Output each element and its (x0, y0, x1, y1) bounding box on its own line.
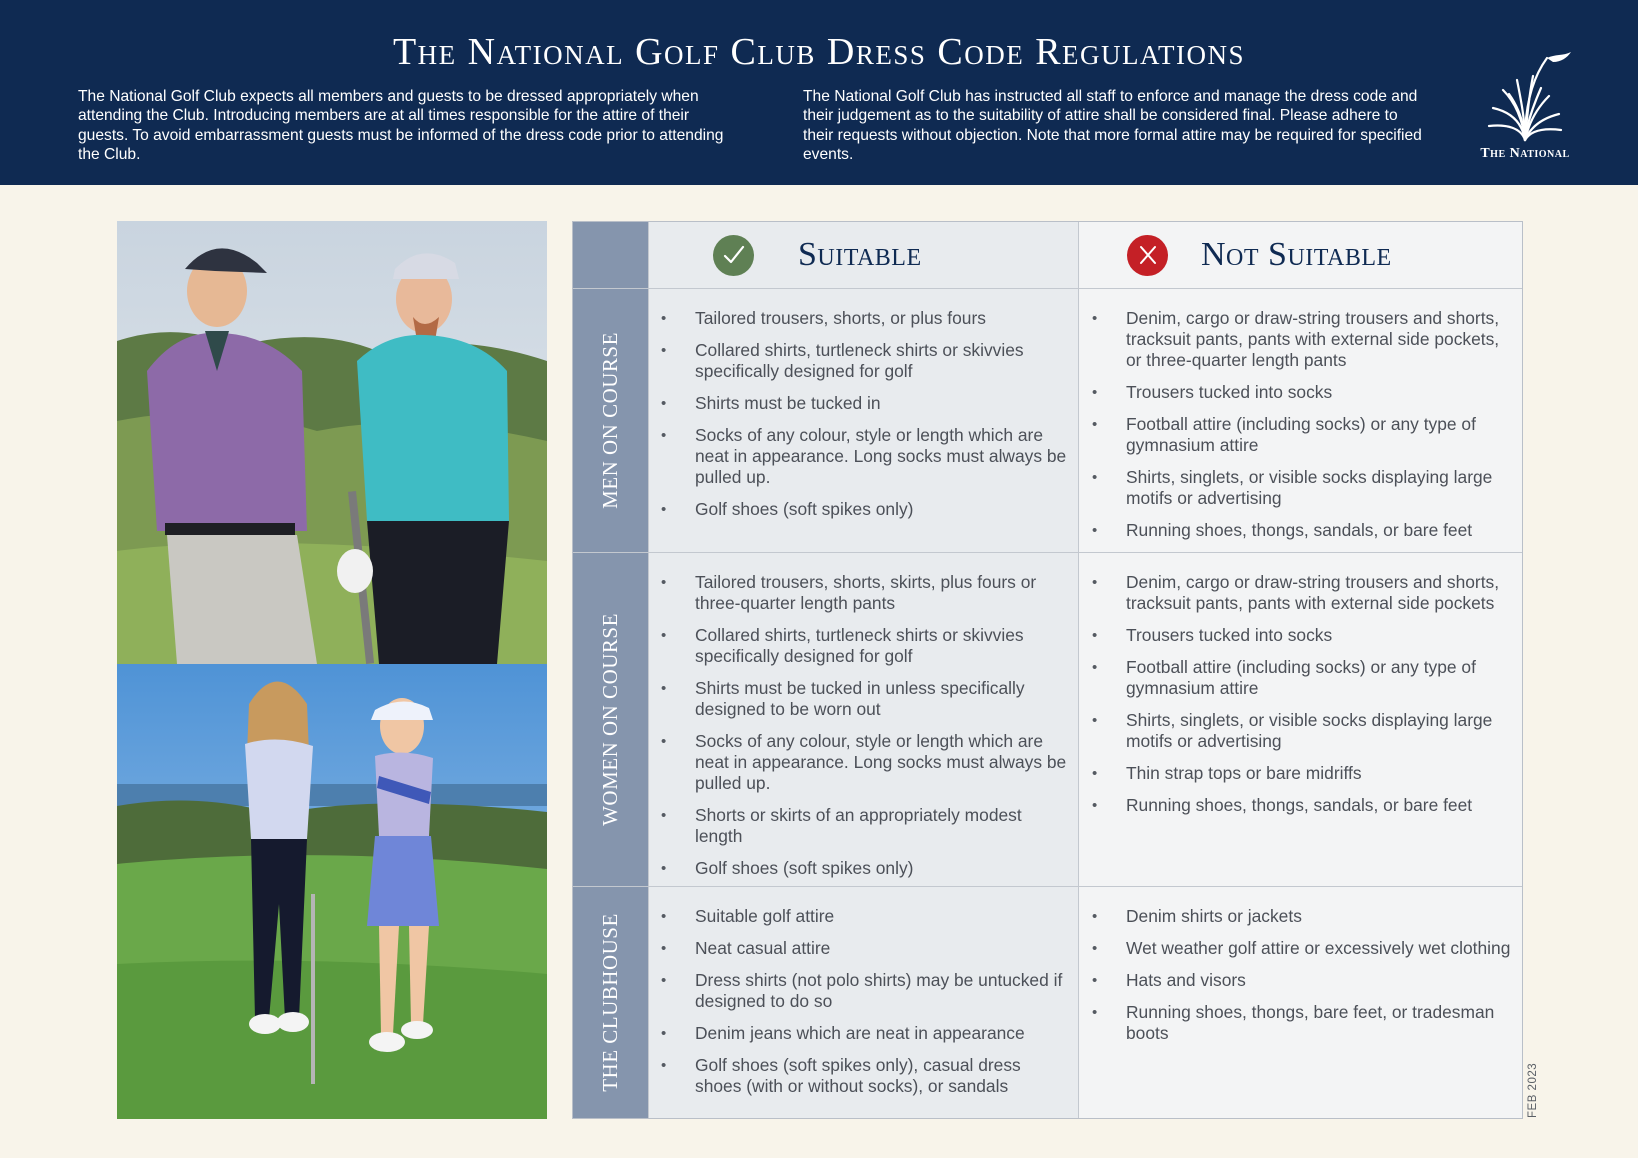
list-item: • Running shoes, thongs, bare feet, or tradesman boots (1084, 1002, 1514, 1044)
women-not-suitable-list (1084, 572, 1514, 827)
list-item: • Hats and visors (1084, 970, 1514, 991)
list-item: • Tailored trousers, shorts, skirts, plus fours or three-quarter length pants (653, 572, 1068, 614)
list-item: • Shirts, singlets, or visible socks displaying large motifs or advertising (1084, 467, 1514, 509)
intro-right: The National Golf Club has instructed all staff to enforce and manage the dress code and their judgement as to the suitability of attire shall be considered final. Please adhere to their requests without objection. Note that more formal attire may be required for specified events. (803, 88, 1422, 164)
list-item: • Golf shoes (soft spikes only) (653, 499, 1068, 520)
list-item: • Socks of any colour, style or length which are neat in appearance. Long socks must always be pulled up. (653, 425, 1068, 488)
checkmark-icon (713, 235, 754, 276)
suitable-label: Suitable (798, 236, 922, 273)
list-item: • Trousers tucked into socks (1084, 625, 1514, 646)
list-item: • Dress shirts (not polo shirts) may be untucked if designed to do so (653, 970, 1068, 1012)
club-logo (1460, 50, 1590, 170)
list-item: • Suitable golf attire (653, 906, 1068, 927)
divider (573, 288, 1522, 289)
list-item: • Denim jeans which are neat in appearance (653, 1023, 1068, 1044)
suitable-header (713, 222, 922, 288)
photo-women-golfers (117, 664, 547, 1119)
list-item: • Golf shoes (soft spikes only), casual dress shoes (with or without socks), or sandals (653, 1055, 1068, 1097)
list-item: • Shirts must be tucked in unless specifically designed to be worn out (653, 678, 1068, 720)
clubhouse-not-suitable-list (1084, 906, 1514, 1055)
list-item: • Collared shirts, turtleneck shirts or skivvies specifically designed for golf (653, 340, 1068, 382)
list-item: • Running shoes, thongs, sandals, or bare feet (1084, 795, 1514, 816)
men-not-suitable-list (1084, 308, 1514, 552)
list-item: • Trousers tucked into socks (1084, 382, 1514, 403)
divider (573, 552, 1522, 553)
list-item: • Shirts must be tucked in (653, 393, 1068, 414)
dress-code-table (572, 221, 1523, 1119)
clubhouse-suitable-list (653, 906, 1068, 1108)
cross-icon (1127, 235, 1168, 276)
list-item: • Neat casual attire (653, 938, 1068, 959)
list-item: • Running shoes, thongs, sandals, or bare feet (1084, 520, 1514, 541)
list-item: • Football attire (including socks) or any type of gymnasium attire (1084, 657, 1514, 699)
list-item: • Denim, cargo or draw-string trousers and shorts, tracksuit pants, pants with external side pockets (1084, 572, 1514, 614)
header-banner (0, 0, 1638, 185)
list-item: • Tailored trousers, shorts, or plus fours (653, 308, 1068, 329)
list-item: • Thin strap tops or bare midriffs (1084, 763, 1514, 784)
list-item: • Golf shoes (soft spikes only) (653, 858, 1068, 879)
page-title: The National Golf Club Dress Code Regulations (392, 31, 1246, 73)
list-item: • Socks of any colour, style or length which are neat in appearance. Long socks must always be pulled up. (653, 731, 1068, 794)
row-label-men: MEN ON COURSE (598, 331, 623, 509)
footer-date: FEB 2023 (1527, 1062, 1539, 1118)
list-item: • Denim, cargo or draw-string trousers and shorts, tracksuit pants, pants with external side pockets, or three-quarter length pants (1084, 308, 1514, 371)
list-item: • Denim shirts or jackets (1084, 906, 1514, 927)
photo-men-golfers (117, 221, 547, 664)
row-label-women: WOMEN ON COURSE (598, 612, 622, 826)
intro-left: The National Golf Club expects all members and guests to be dressed appropriately when attending the Club. Introducing members are at all times responsible for the attire of their guests. To avoid embarrassment guests must be informed of the dress code prior to attending the Club. (78, 88, 724, 164)
grass-flag-icon (1475, 50, 1575, 142)
list-item: • Shirts, singlets, or visible socks displaying large motifs or advertising (1084, 710, 1514, 752)
list-item: • Football attire (including socks) or any type of gymnasium attire (1084, 414, 1514, 456)
women-suitable-list (653, 572, 1068, 890)
list-item: • Shorts or skirts of an appropriately modest length (653, 805, 1068, 847)
logo-text: The National (1480, 146, 1570, 161)
list-item: • Wet weather golf attire or excessively wet clothing (1084, 938, 1514, 959)
not-suitable-header (1127, 222, 1392, 288)
not-suitable-label: Not Suitable (1201, 236, 1392, 273)
row-label-clubhouse: THE CLUBHOUSE (598, 912, 622, 1092)
men-suitable-list (653, 308, 1068, 531)
list-item: • Collared shirts, turtleneck shirts or skivvies specifically designed for golf (653, 625, 1068, 667)
